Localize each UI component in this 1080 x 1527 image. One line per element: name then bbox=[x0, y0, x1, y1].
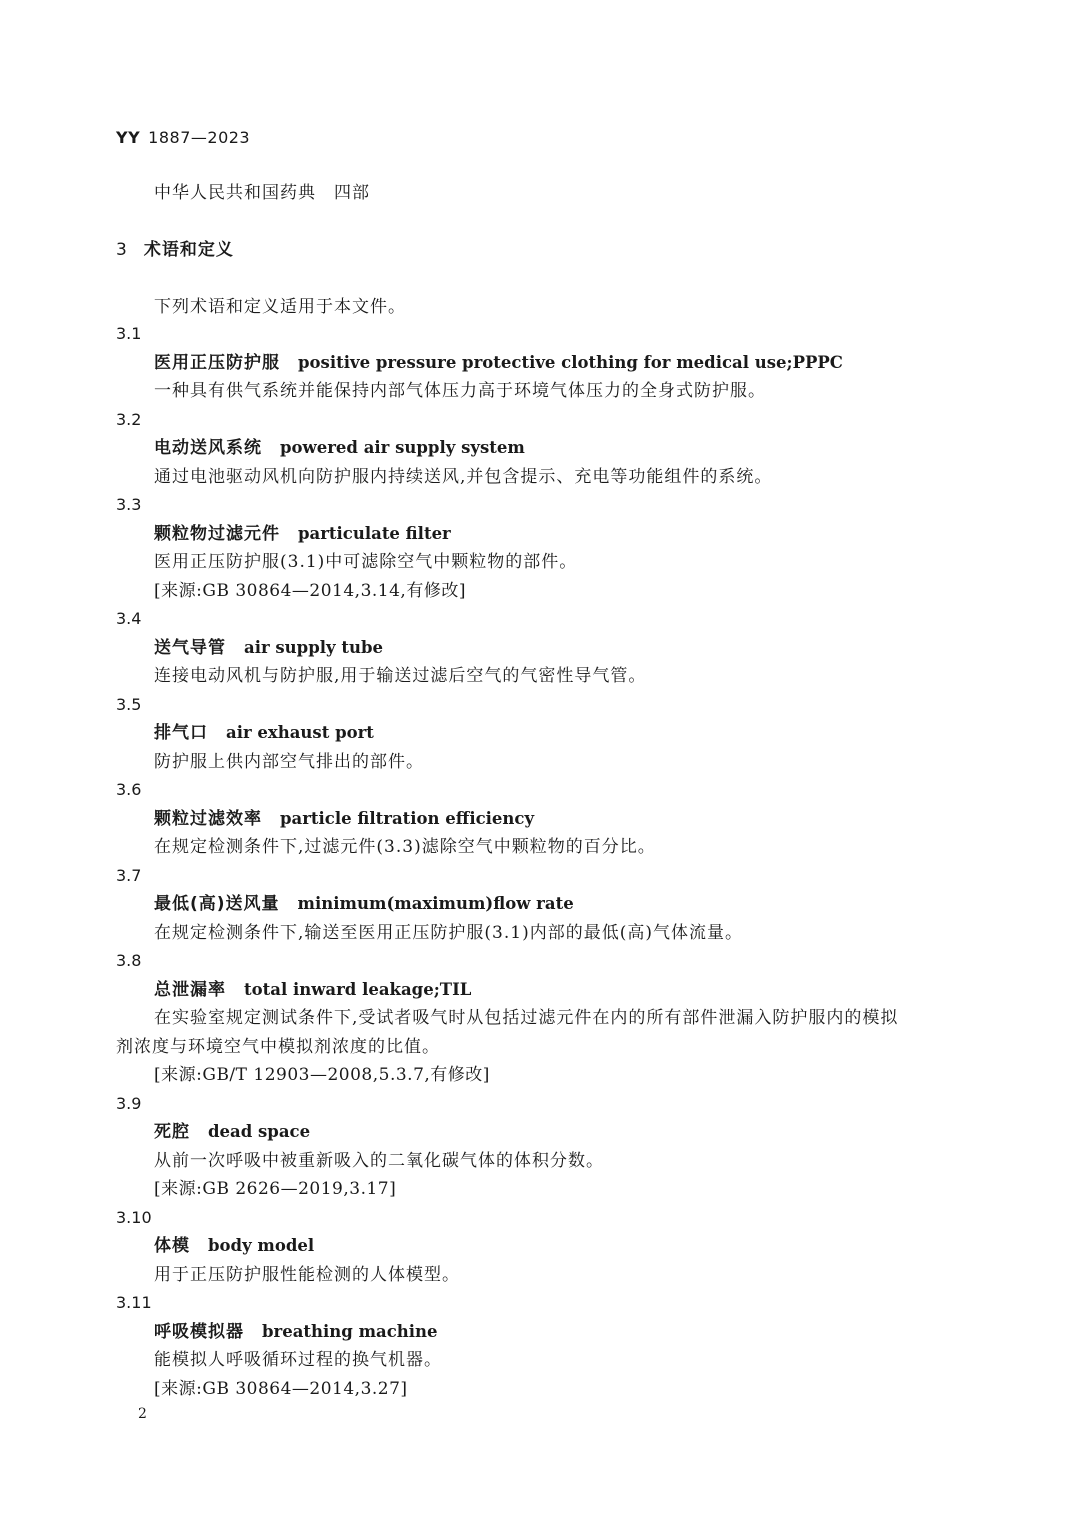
term-english: dead space bbox=[208, 1122, 311, 1141]
term-line bbox=[116, 805, 966, 834]
term-english: air supply tube bbox=[244, 637, 384, 657]
term-entry bbox=[116, 691, 966, 777]
term-chinese: 颗粒物过滤元件 bbox=[154, 523, 280, 544]
term-english: positive pressure protective clothing for medical use;PPPC bbox=[298, 352, 843, 372]
intro-text: 下列术语和定义适用于本文件。 bbox=[154, 297, 406, 317]
term-english: total inward leakage;TIL bbox=[244, 979, 472, 999]
term-number: 3.6 bbox=[116, 780, 142, 799]
term-english: air exhaust port bbox=[226, 723, 374, 742]
term-definition: 通过电池驱动风机向防护服内持续送风,并包含提示、充电等功能组件的系统。 bbox=[154, 466, 773, 487]
term-chinese: 最低(高)送风量 bbox=[154, 894, 280, 914]
term-english: body model bbox=[208, 1236, 315, 1255]
term-definition: 在规定检测条件下,输送至医用正压防护服(3.1)内部的最低(高)气体流量。 bbox=[154, 922, 743, 943]
term-english: powered air supply system bbox=[280, 438, 525, 457]
term-entry bbox=[116, 1090, 966, 1204]
term-entries bbox=[116, 320, 966, 1403]
term-line bbox=[116, 1118, 966, 1147]
term-chinese: 总泄漏率 bbox=[154, 979, 226, 1000]
term-entry bbox=[116, 406, 966, 492]
term-entry bbox=[116, 491, 966, 605]
term-number: 3.1 bbox=[116, 324, 142, 343]
term-entry bbox=[116, 320, 966, 406]
term-entry bbox=[116, 776, 966, 862]
term-line bbox=[116, 520, 966, 549]
section-heading bbox=[116, 235, 234, 260]
term-number: 3.5 bbox=[116, 694, 142, 714]
term-english: breathing machine bbox=[262, 1321, 438, 1341]
term-definition: 防护服上供内部空气排出的部件。 bbox=[154, 751, 424, 772]
reference-line bbox=[154, 178, 370, 203]
term-definition: 医用正压防护服(3.1)中可滤除空气中颗粒物的部件。 bbox=[154, 552, 578, 572]
term-line bbox=[116, 634, 966, 663]
document-code bbox=[116, 128, 250, 147]
term-number: 3.7 bbox=[116, 865, 142, 885]
document-number: 1887—2023 bbox=[148, 128, 251, 147]
term-english: minimum(maximum)flow rate bbox=[297, 894, 574, 913]
term-line bbox=[116, 890, 966, 919]
term-chinese: 医用正压防护服 bbox=[154, 352, 280, 373]
term-number: 3.11 bbox=[116, 1293, 152, 1312]
term-definition: 一种具有供气系统并能保持内部气体压力高于环境气体压力的全身式防护服。 bbox=[154, 381, 766, 401]
term-number: 3.9 bbox=[116, 1093, 142, 1113]
term-english: particulate filter bbox=[298, 523, 451, 543]
term-source: [来源:GB/T 12903—2008,5.3.7,有修改] bbox=[154, 1065, 490, 1085]
section-number: 3 bbox=[116, 240, 128, 260]
page-number: 2 bbox=[138, 1406, 147, 1422]
term-definition: 用于正压防护服性能检测的人体模型。 bbox=[154, 1264, 460, 1285]
term-definition: 能模拟人呼吸循环过程的换气机器。 bbox=[154, 1350, 442, 1370]
term-number: 3.8 bbox=[116, 951, 142, 970]
term-definition: 在实验室规定测试条件下,受试者吸气时从包括过滤元件在内的所有部件泄漏入防护服内的模拟 bbox=[154, 1008, 899, 1028]
term-number: 3.3 bbox=[116, 495, 142, 514]
term-entry bbox=[116, 1289, 966, 1403]
reference-part: 四部 bbox=[334, 183, 370, 203]
document-prefix: YY bbox=[116, 128, 141, 147]
term-chinese: 送气导管 bbox=[154, 637, 226, 658]
term-line bbox=[116, 976, 966, 1005]
term-chinese: 排气口 bbox=[154, 723, 208, 743]
term-english: particle filtration efficiency bbox=[280, 808, 535, 828]
term-line bbox=[116, 349, 966, 378]
term-source: [来源:GB 30864—2014,3.14,有修改] bbox=[154, 580, 466, 601]
term-definition: 剂浓度与环境空气中模拟剂浓度的比值。 bbox=[116, 1036, 440, 1057]
term-definition: 连接电动风机与防护服,用于输送过滤后空气的气密性导气管。 bbox=[154, 666, 647, 686]
term-chinese: 电动送风系统 bbox=[154, 438, 262, 458]
section-title: 术语和定义 bbox=[143, 240, 234, 260]
term-definition: 在规定检测条件下,过滤元件(3.3)滤除空气中颗粒物的百分比。 bbox=[154, 837, 656, 857]
term-entry bbox=[116, 862, 966, 948]
term-entry bbox=[116, 1204, 966, 1290]
term-source: [来源:GB 30864—2014,3.27] bbox=[154, 1378, 408, 1399]
term-number: 3.2 bbox=[116, 409, 142, 429]
term-chinese: 体模 bbox=[154, 1236, 190, 1256]
term-number: 3.4 bbox=[116, 609, 142, 628]
term-chinese: 呼吸模拟器 bbox=[154, 1321, 244, 1342]
term-number: 3.10 bbox=[116, 1207, 152, 1227]
term-line bbox=[116, 1232, 966, 1261]
term-chinese: 死腔 bbox=[154, 1122, 190, 1142]
term-entry bbox=[116, 605, 966, 691]
reference-title: 中华人民共和国药典 bbox=[154, 183, 316, 203]
term-line bbox=[116, 719, 966, 748]
term-line bbox=[116, 1318, 966, 1347]
term-line bbox=[116, 434, 966, 463]
term-source: [来源:GB 2626—2019,3.17] bbox=[154, 1179, 397, 1199]
term-definition: 从前一次呼吸中被重新吸入的二氧化碳气体的体积分数。 bbox=[154, 1150, 604, 1171]
term-chinese: 颗粒过滤效率 bbox=[154, 808, 262, 829]
term-entry bbox=[116, 947, 966, 1090]
